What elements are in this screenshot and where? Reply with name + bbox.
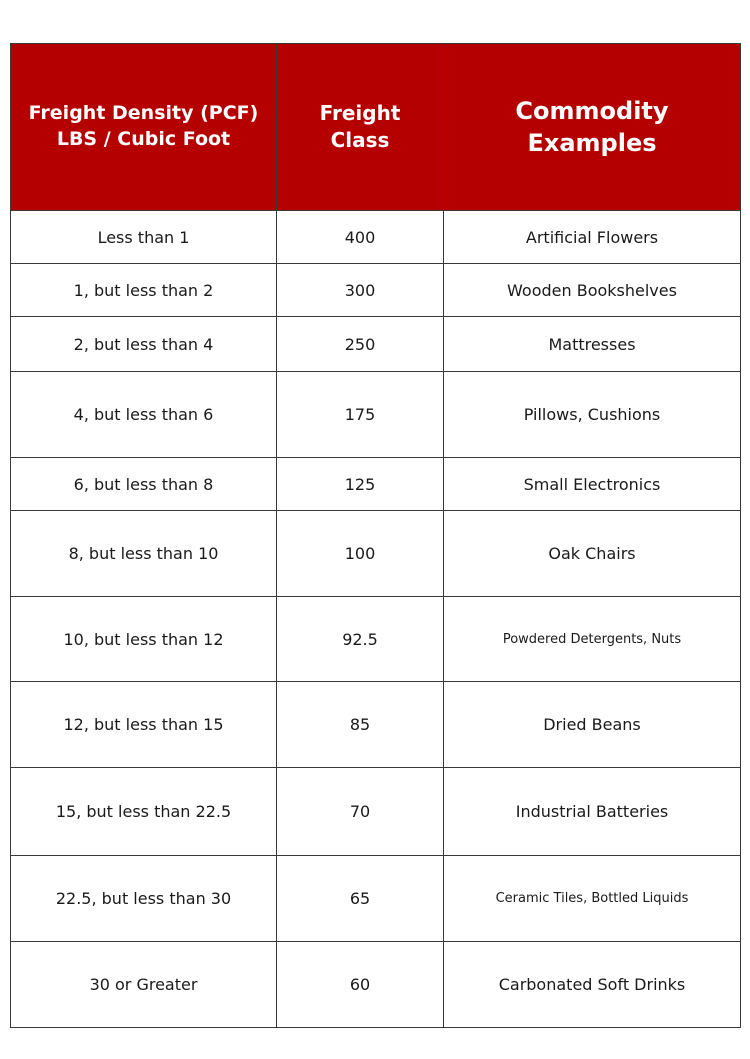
- class-cell: 92.5: [277, 597, 444, 682]
- commodity-cell: Pillows, Cushions: [444, 372, 741, 458]
- table-header: [11, 44, 741, 211]
- class-cell: 65: [277, 856, 444, 942]
- header-density-line2: LBS / Cubic Foot: [56, 128, 231, 150]
- table-row: [11, 942, 741, 1028]
- header-class-line1: Freight: [319, 101, 401, 125]
- table-row: [11, 264, 741, 317]
- density-cell: 4, but less than 6: [11, 372, 277, 458]
- density-cell: 6, but less than 8: [11, 458, 277, 511]
- header-commodity-examples: [444, 44, 741, 211]
- table-row: [11, 458, 741, 511]
- commodity-cell: Artificial Flowers: [444, 211, 741, 264]
- class-cell: 175: [277, 372, 444, 458]
- table-row: [11, 856, 741, 942]
- density-cell: 15, but less than 22.5: [11, 768, 277, 856]
- class-cell: 400: [277, 211, 444, 264]
- class-cell: 300: [277, 264, 444, 317]
- table-row: [11, 511, 741, 597]
- table-row: [11, 372, 741, 458]
- table-row: [11, 211, 741, 264]
- density-cell: 1, but less than 2: [11, 264, 277, 317]
- header-row: [11, 44, 741, 211]
- table-row: [11, 768, 741, 856]
- commodity-cell: Ceramic Tiles, Bottled Liquids: [444, 856, 741, 942]
- density-cell: 10, but less than 12: [11, 597, 277, 682]
- freight-class-table: [10, 43, 741, 1028]
- commodity-cell: Powdered Detergents, Nuts: [444, 597, 741, 682]
- commodity-cell: Industrial Batteries: [444, 768, 741, 856]
- class-cell: 125: [277, 458, 444, 511]
- header-commodity-line1: Commodity: [515, 96, 669, 125]
- header-freight-density: [11, 44, 277, 211]
- commodity-cell: Dried Beans: [444, 682, 741, 768]
- density-cell: 2, but less than 4: [11, 317, 277, 372]
- commodity-cell: Wooden Bookshelves: [444, 264, 741, 317]
- density-cell: 12, but less than 15: [11, 682, 277, 768]
- header-freight-class: [277, 44, 444, 211]
- commodity-cell: Mattresses: [444, 317, 741, 372]
- class-cell: 250: [277, 317, 444, 372]
- commodity-cell: Small Electronics: [444, 458, 741, 511]
- class-cell: 100: [277, 511, 444, 597]
- table-body: [11, 211, 741, 1028]
- class-cell: 60: [277, 942, 444, 1028]
- density-cell: 22.5, but less than 30: [11, 856, 277, 942]
- commodity-cell: Oak Chairs: [444, 511, 741, 597]
- table-row: [11, 682, 741, 768]
- class-cell: 70: [277, 768, 444, 856]
- header-commodity-line2: Examples: [527, 129, 657, 157]
- table-row: [11, 597, 741, 682]
- density-cell: Less than 1: [11, 211, 277, 264]
- density-cell: 30 or Greater: [11, 942, 277, 1028]
- class-cell: 85: [277, 682, 444, 768]
- header-density-line1: Freight Density (PCF): [28, 102, 259, 125]
- table-row: [11, 317, 741, 372]
- header-class-line2: Class: [330, 128, 390, 152]
- density-cell: 8, but less than 10: [11, 511, 277, 597]
- commodity-cell: Carbonated Soft Drinks: [444, 942, 741, 1028]
